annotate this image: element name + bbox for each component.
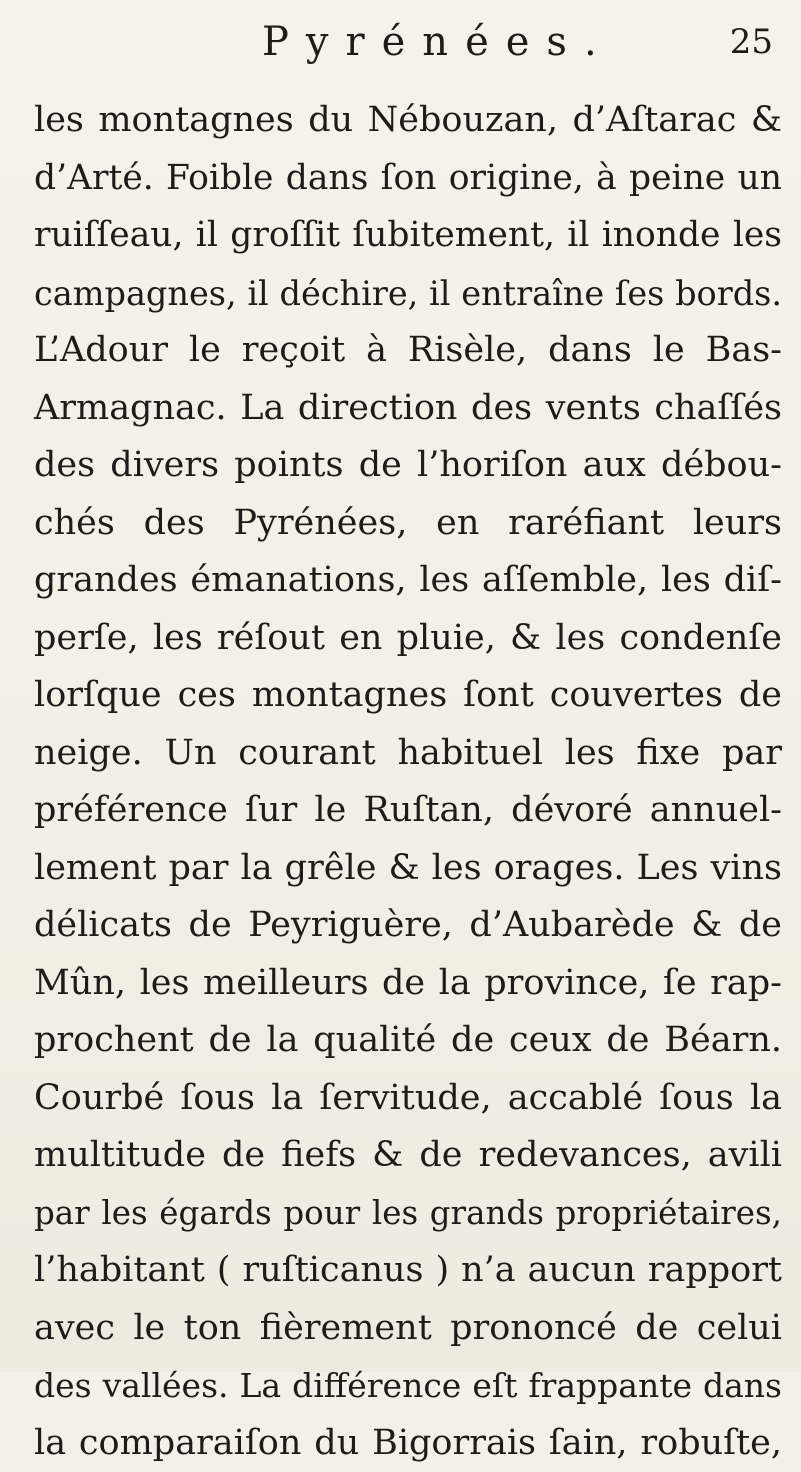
text-line: neige. Un courant habituel les fixe par [34,725,782,783]
text-line: L’Adour le reçoit à Risèle, dans le Bas- [34,322,782,380]
text-line: des vallées. La différence eſt frappante dans [34,1357,782,1415]
text-line: préférence ſur le Ruſtan, dévoré annuel- [34,782,782,840]
text-line: les montagnes du Nébouzan, d’Aſtarac & [34,92,782,150]
text-line: d’Arté. Foible dans ſon origine, à peine un [34,150,782,208]
text-line: Mûn, les meilleurs de la province, ſe rap- [34,955,782,1013]
text-line: des divers points de l’horiſon aux débou- [34,437,782,495]
text-line: ruiſſeau, il groſſit ſubitement, il inonde les [34,207,782,265]
text-line: chés des Pyrénées, en raréfiant leurs [34,495,782,553]
running-head-title: Pyrénées. [262,12,614,72]
text-line: Armagnac. La direction des vents chaſſés [34,380,782,438]
text-line: grandes émanations, les aſſemble, les diſ- [34,552,782,610]
text-line: par les égards pour les grands propriétaires, [34,1185,782,1243]
text-line: avec le ton fièrement prononcé de celui [34,1300,782,1358]
body-text [34,92,782,1472]
text-line: perſe, les réſout en pluie, & les condenſe [34,610,782,668]
text-line: prochent de la qualité de ceux de Béarn. [34,1012,782,1070]
running-head [0,12,801,72]
text-line: campagnes, il déchire, il entraîne ſes bords. [34,265,782,323]
text-line: délicats de Peyriguère, d’Aubarède & de [34,897,782,955]
text-line: la comparaiſon du Bigorrais ſain, robuſte, [34,1415,782,1472]
text-line: Courbé ſous la ſervitude, accablé ſous la [34,1070,782,1128]
text-line: l’habitant ( ruſticanus ) n’a aucun rapport [34,1242,782,1300]
text-line: lorſque ces montagnes ſont couvertes de [34,667,782,725]
page-number: 25 [730,12,773,72]
text-line: multitude de fiefs & de redevances, avili [34,1127,782,1185]
text-line: lement par la grêle & les orages. Les vins [34,840,782,898]
